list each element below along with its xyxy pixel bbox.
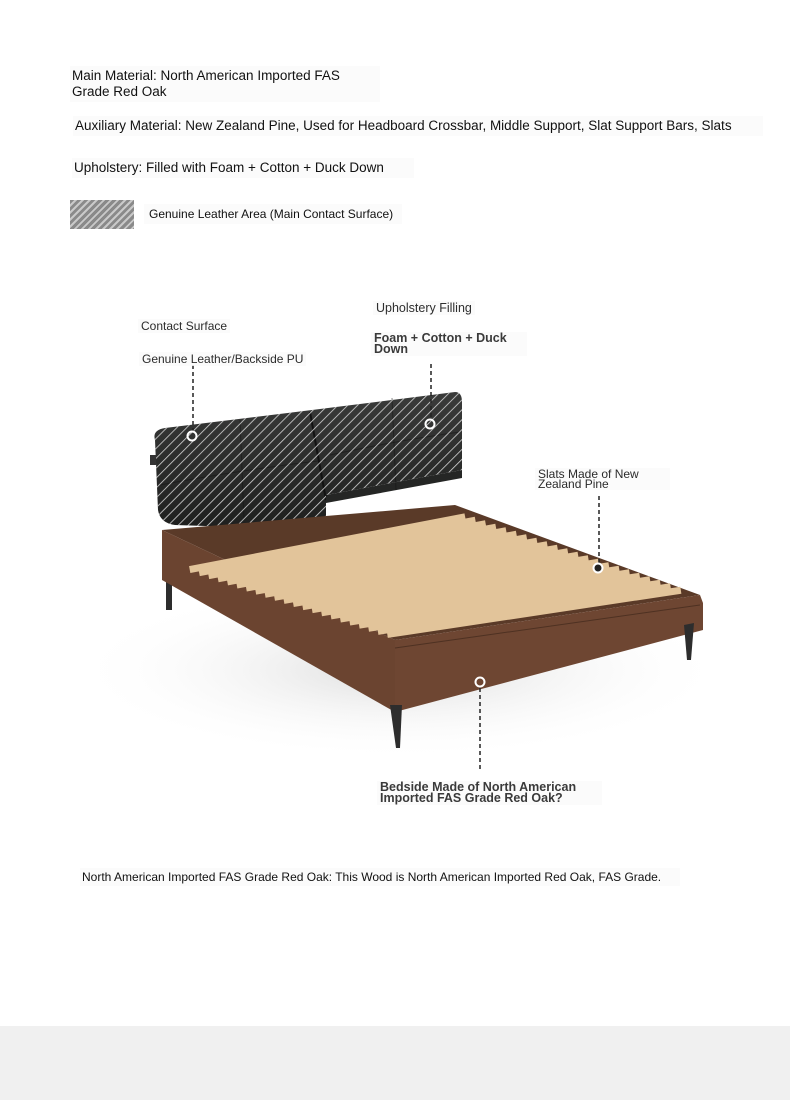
contact-surface-desc: Genuine Leather/Backside PU <box>139 352 306 366</box>
upholstery-filling-desc: Foam + Cotton + Duck Down <box>371 332 527 356</box>
bedside-callout: Bedside Made of North American Imported FAS Grade Red Oak? <box>377 781 602 805</box>
upholstery-filling-title: Upholstery Filling <box>373 301 475 315</box>
auxiliary-material-text: Auxiliary Material: New Zealand Pine, Used for Headboard Crossbar, Middle Support, Slat Support Bars, Slats <box>73 116 763 136</box>
bottom-band <box>0 1026 790 1100</box>
wood-footnote: North American Imported FAS Grade Red Oak: This Wood is North American Imported Red Oak, FAS Grade. <box>80 868 680 886</box>
leather-area-legend-label: Genuine Leather Area (Main Contact Surface) <box>144 204 402 224</box>
contact-surface-title: Contact Surface <box>138 319 230 333</box>
upholstery-text: Upholstery: Filled with Foam + Cotton + Duck Down <box>72 158 414 178</box>
slats-callout: Slats Made of New Zealand Pine <box>535 468 670 490</box>
main-material-text: Main Material: North American Imported FAS Grade Red Oak <box>70 66 380 102</box>
